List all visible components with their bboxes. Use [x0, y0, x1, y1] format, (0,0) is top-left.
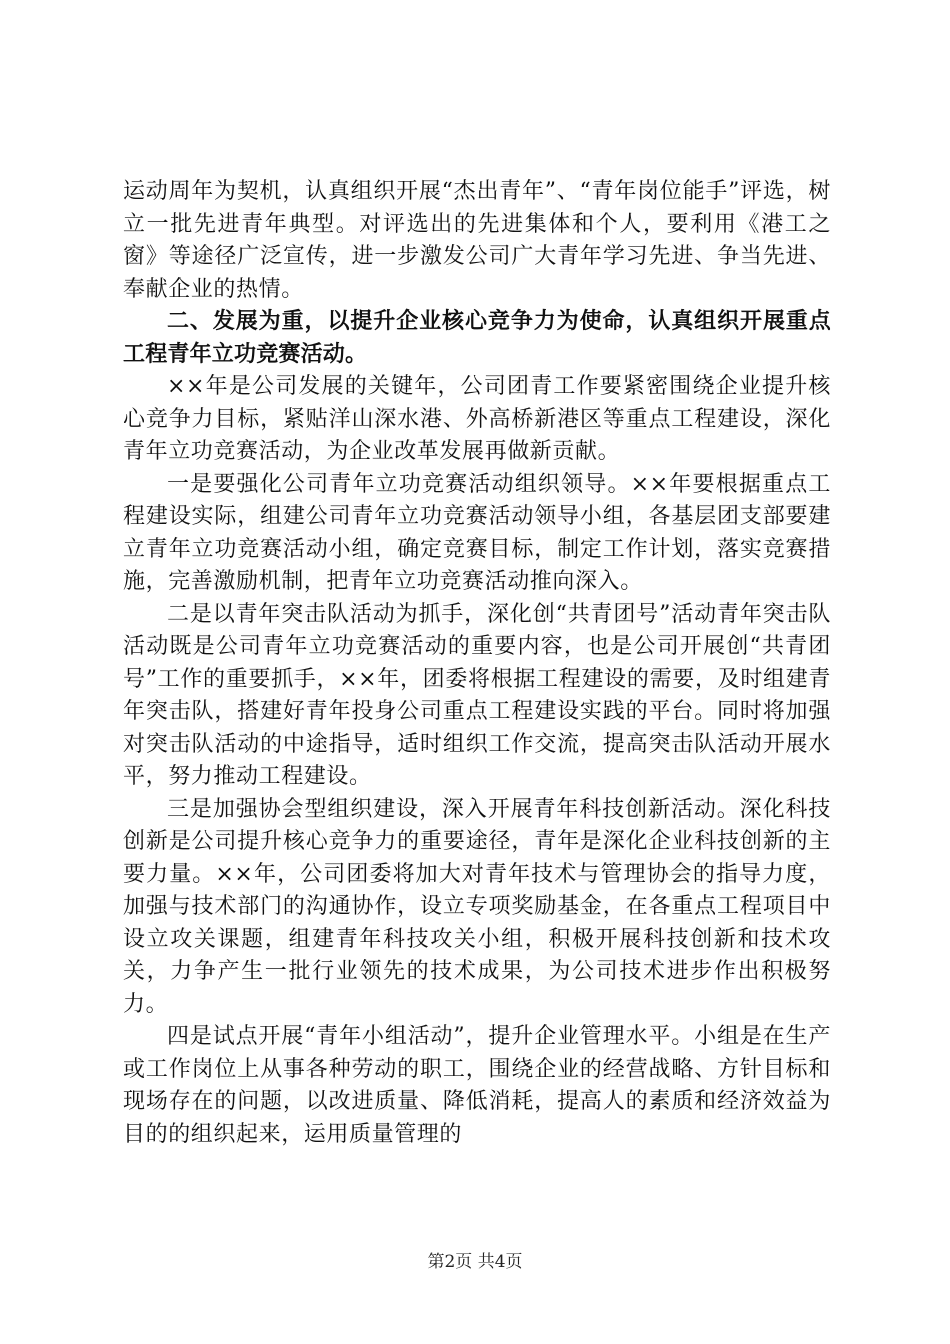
body-paragraph: 二是以青年突击队活动为抓手，深化创“共青团号”活动青年突击队活动既是公司青年立功竞赛活动的重要内容，也是公司开展创“共青团号”工作的重要抓手，××年，团委将根据工程建设的需要，及时组建青年突击队，搭建好青年投身公司重点工程建设实践的平台。同时将加强对突击队活动的中途指导，适时组织工作交流，提高突击队活动开展水平，努力推动工程建设。 — [123, 601, 831, 789]
body-paragraph: 三是加强协会型组织建设，深入开展青年科技创新活动。深化科技创新是公司提升核心竞争力的重要途径，青年是深化企业科技创新的主要力量。××年，公司团委将加大对青年技术与管理协会的指导力度，加强与技术部门的沟通协作，设立专项奖励基金，在各重点工程项目中设立攻关课题，组建青年科技攻关小组，积极开展科技创新和技术攻关，力争产生一批行业领先的技术成果，为公司技术进步作出积极努力。 — [123, 796, 831, 1017]
body-paragraph: 一是要强化公司青年立功竞赛活动组织领导。××年要根据重点工程建设实际，组建公司青年立功竞赛活动领导小组，各基层团支部要建立青年立功竞赛活动小组，确定竞赛目标，制定工作计划，落实竞赛措施，完善激励机制，把青年立功竞赛活动推向深入。 — [123, 471, 831, 594]
body-paragraph: 四是试点开展“青年小组活动”，提升企业管理水平。小组是在生产或工作岗位上从事各种劳动的职工，围绕企业的经营战略、方针目标和现场存在的问题，以改进质量、降低消耗，提高人的素质和经济效益为目的的组织起来，运用质量管理的 — [123, 1024, 831, 1147]
document-body — [123, 176, 831, 1151]
page-footer: 第2页 共4页 — [427, 1252, 523, 1272]
body-paragraph-continued: 运动周年为契机，认真组织开展“杰出青年”、“青年岗位能手”评选，树立一批先进青年典型。对评选出的先进集体和个人，要利用《港工之窗》等途径广泛宣传，进一步激发公司广大青年学习先进、争当先进、奉献企业的热情。 — [123, 179, 831, 302]
body-paragraph: ××年是公司发展的关键年，公司团青工作要紧密围绕企业提升核心竞争力目标，紧贴洋山深水港、外高桥新港区等重点工程建设，深化青年立功竞赛活动，为企业改革发展再做新贡献。 — [123, 374, 831, 464]
section-heading: 二、发展为重，以提升企业核心竞争力为使命，认真组织开展重点工程青年立功竞赛活动。 — [123, 309, 831, 367]
